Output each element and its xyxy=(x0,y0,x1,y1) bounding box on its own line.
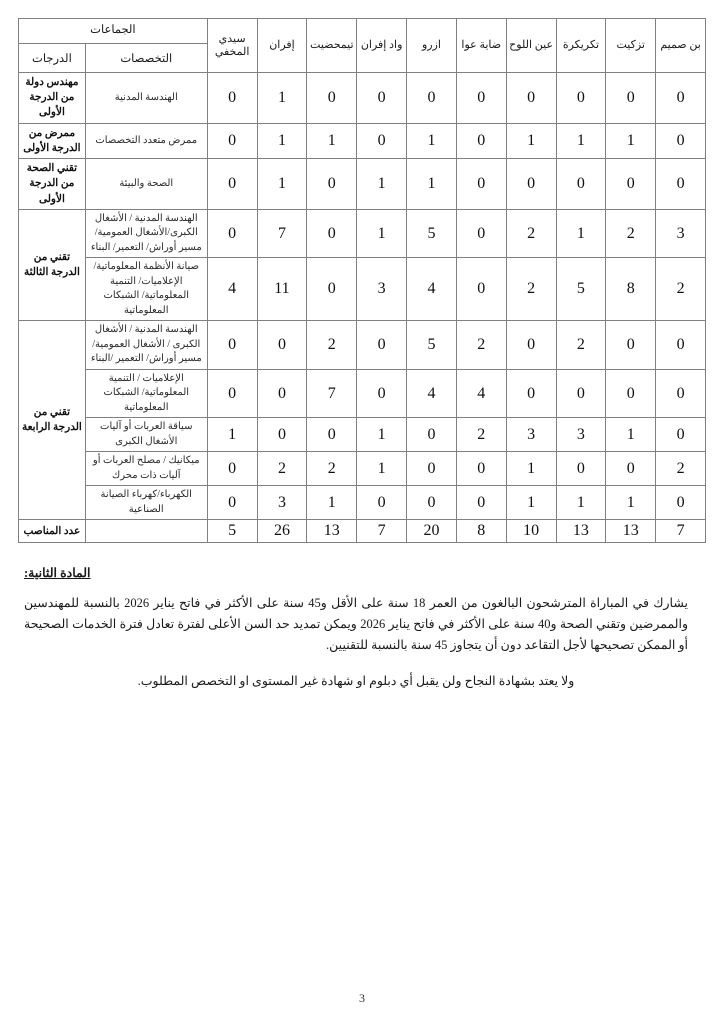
cell-count: 1 xyxy=(556,123,606,158)
cell-count: 0 xyxy=(556,452,606,486)
cell-count: 1 xyxy=(556,209,606,258)
cell-total: 7 xyxy=(656,520,706,543)
cell-count: 1 xyxy=(407,159,457,210)
cell-count: 3 xyxy=(556,418,606,452)
table-header xyxy=(19,19,706,73)
cell-count: 3 xyxy=(357,258,407,321)
cell-count: 1 xyxy=(556,486,606,520)
column-header-commune-0: بن صميم xyxy=(656,19,706,73)
cell-count: 7 xyxy=(307,369,357,418)
cell-total-label: عدد المناصب xyxy=(19,520,86,543)
cell-total: 8 xyxy=(456,520,506,543)
column-header-commune-1: تزكيت xyxy=(606,19,656,73)
cell-count: 0 xyxy=(357,321,407,370)
cell-count: 0 xyxy=(307,159,357,210)
cell-count: 0 xyxy=(656,321,706,370)
cell-count: 0 xyxy=(257,321,307,370)
cell-count: 1 xyxy=(207,418,257,452)
cell-count: 4 xyxy=(207,258,257,321)
column-header-commune-9: سيدي المخفي xyxy=(207,19,257,73)
cell-count: 0 xyxy=(207,369,257,418)
cell-count: 0 xyxy=(556,369,606,418)
cell-count: 0 xyxy=(357,123,407,158)
cell-count: 0 xyxy=(357,369,407,418)
cell-count: 0 xyxy=(257,369,307,418)
cell-count: 0 xyxy=(506,321,556,370)
cell-count: 4 xyxy=(407,258,457,321)
cell-count: 0 xyxy=(407,73,457,124)
cell-count: 2 xyxy=(506,209,556,258)
cell-count: 0 xyxy=(506,159,556,210)
cell-count: 2 xyxy=(656,452,706,486)
cell-count: 2 xyxy=(656,258,706,321)
page-number: 3 xyxy=(359,991,365,1005)
cell-count: 0 xyxy=(656,159,706,210)
cell-total: 26 xyxy=(257,520,307,543)
cell-count: 0 xyxy=(506,73,556,124)
cell-count: 0 xyxy=(307,258,357,321)
cell-count: 0 xyxy=(407,452,457,486)
cell-degree: ممرض من الدرجة الأولى xyxy=(19,123,86,158)
table-row xyxy=(19,486,706,520)
cell-count: 1 xyxy=(606,123,656,158)
cell-degree: تقني من الدرجة الرابعة xyxy=(19,321,86,520)
cell-specialization: الكهرباء/كهرباء الصيانة الصناعية xyxy=(85,486,207,520)
table-row xyxy=(19,159,706,210)
cell-count: 0 xyxy=(606,73,656,124)
cell-count: 0 xyxy=(656,73,706,124)
cell-count: 0 xyxy=(407,486,457,520)
cell-count: 3 xyxy=(506,418,556,452)
table-row xyxy=(19,369,706,418)
cell-total: 10 xyxy=(506,520,556,543)
cell-count: 0 xyxy=(307,209,357,258)
cell-count: 0 xyxy=(207,452,257,486)
column-header-commune-8: إفران xyxy=(257,19,307,73)
column-header-commune-6: واد إفران xyxy=(357,19,407,73)
column-header-commune-5: ازرو xyxy=(407,19,457,73)
cell-count: 2 xyxy=(456,418,506,452)
cell-specialization: الصحة والبيئة xyxy=(85,159,207,210)
cell-specialization: سياقة العربات أو آليات الأشغال الكبرى xyxy=(85,418,207,452)
cell-count: 1 xyxy=(407,123,457,158)
cell-count: 0 xyxy=(207,209,257,258)
cell-count: 0 xyxy=(606,321,656,370)
cell-count: 0 xyxy=(357,486,407,520)
table-row xyxy=(19,123,706,158)
cell-total: 13 xyxy=(556,520,606,543)
cell-specialization: الإعلاميات / التنمية المعلوماتية/ الشبكات المعلوماتية xyxy=(85,369,207,418)
cell-count: 0 xyxy=(456,159,506,210)
positions-table xyxy=(18,18,706,543)
cell-count: 1 xyxy=(506,452,556,486)
cell-count: 3 xyxy=(656,209,706,258)
cell-count: 0 xyxy=(606,159,656,210)
table-row xyxy=(19,321,706,370)
cell-specialization: الهندسة المدنية / الأشغال الكبرى/الأشغال العمومية/ مسير أوراش/ التعمير/ البناء xyxy=(85,209,207,258)
cell-count: 0 xyxy=(207,73,257,124)
cell-count: 2 xyxy=(307,321,357,370)
cell-count: 0 xyxy=(207,159,257,210)
table-row xyxy=(19,418,706,452)
cell-count: 1 xyxy=(506,486,556,520)
article-paragraph-2: ولا يعتد بشهادة النجاح ولن يقبل أي دبلوم او شهادة غير المستوى او التخصص المطلوب. xyxy=(137,674,575,689)
cell-total: 5 xyxy=(207,520,257,543)
cell-count: 0 xyxy=(207,321,257,370)
cell-count: 1 xyxy=(606,486,656,520)
cell-count: 0 xyxy=(456,486,506,520)
cell-total-specialization xyxy=(85,520,207,543)
cell-count: 1 xyxy=(606,418,656,452)
cell-count: 0 xyxy=(456,209,506,258)
cell-count: 1 xyxy=(307,123,357,158)
cell-count: 2 xyxy=(257,452,307,486)
table-row xyxy=(19,258,706,321)
cell-count: 7 xyxy=(257,209,307,258)
cell-count: 11 xyxy=(257,258,307,321)
cell-count: 5 xyxy=(407,209,457,258)
cell-count: 2 xyxy=(556,321,606,370)
cell-count: 8 xyxy=(606,258,656,321)
column-header-commune-4: ضاية عوا xyxy=(456,19,506,73)
article-paragraph-1: يشارك في المباراة المترشحون البالغون من العمر 18 سنة على الأقل و45 سنة على الأكثر في فاتح يناير 2026 بالنسبة للمهندسين والممرضين وتقني الصحة و40 سنة على الأكثر في فاتح يناير 2026 ويمكن تمديد حد السن الأعلى لفترة تعادل فترة الخدمات الصحيحة أو الممكن تصحيحها لأجل التقاعد دون أن يتجاوز 45 سنة بالنسبة للتقنيين. xyxy=(24,596,688,652)
cell-count: 1 xyxy=(257,73,307,124)
cell-count: 3 xyxy=(257,486,307,520)
column-header-group: الجماعات xyxy=(19,19,208,44)
cell-count: 0 xyxy=(556,159,606,210)
table-row xyxy=(19,209,706,258)
column-header-commune-3: عين اللوح xyxy=(506,19,556,73)
table-total-row xyxy=(19,520,706,543)
cell-count: 1 xyxy=(357,209,407,258)
cell-specialization: الهندسة المدنية / الأشغال الكبرى / الأشغال العمومية/ مسير أوراش/ التعمير /البناء xyxy=(85,321,207,370)
cell-count: 0 xyxy=(656,369,706,418)
cell-specialization: ميكانيك / مصلح العربات أو آليات ذات محرك xyxy=(85,452,207,486)
cell-count: 1 xyxy=(357,418,407,452)
table-header-row-group xyxy=(19,19,706,44)
cell-count: 1 xyxy=(506,123,556,158)
column-header-degrees: الدرجات xyxy=(19,44,86,73)
cell-count: 0 xyxy=(357,73,407,124)
cell-count: 0 xyxy=(407,418,457,452)
cell-count: 0 xyxy=(207,123,257,158)
cell-count: 0 xyxy=(456,258,506,321)
article-section xyxy=(24,565,688,706)
cell-count: 4 xyxy=(407,369,457,418)
cell-count: 2 xyxy=(456,321,506,370)
cell-count: 0 xyxy=(656,486,706,520)
cell-count: 0 xyxy=(207,486,257,520)
cell-count: 0 xyxy=(506,369,556,418)
cell-count: 1 xyxy=(357,159,407,210)
cell-total: 7 xyxy=(357,520,407,543)
cell-count: 0 xyxy=(307,73,357,124)
cell-count: 1 xyxy=(257,159,307,210)
cell-degree: مهندس دولة من الدرجة الأولى xyxy=(19,73,86,124)
column-header-specializations: التخصصات xyxy=(85,44,207,73)
cell-count: 0 xyxy=(606,452,656,486)
cell-count: 0 xyxy=(307,418,357,452)
cell-total: 20 xyxy=(407,520,457,543)
table-row xyxy=(19,452,706,486)
article-title: المادة الثانية: xyxy=(24,566,91,581)
cell-count: 0 xyxy=(656,123,706,158)
cell-count: 2 xyxy=(506,258,556,321)
cell-degree: تقني من الدرجة الثالثة xyxy=(19,209,86,321)
cell-specialization: ممرض متعدد التخصصات xyxy=(85,123,207,158)
table-row xyxy=(19,73,706,124)
column-header-commune-2: تكريكرة xyxy=(556,19,606,73)
cell-count: 1 xyxy=(357,452,407,486)
cell-total: 13 xyxy=(307,520,357,543)
cell-count: 5 xyxy=(407,321,457,370)
cell-count: 1 xyxy=(257,123,307,158)
cell-count: 0 xyxy=(456,123,506,158)
cell-degree: تقني الصحة من الدرجة الأولى xyxy=(19,159,86,210)
cell-count: 1 xyxy=(307,486,357,520)
column-header-commune-7: تيمحضيت xyxy=(307,19,357,73)
cell-count: 0 xyxy=(456,73,506,124)
cell-count: 4 xyxy=(456,369,506,418)
cell-count: 0 xyxy=(456,452,506,486)
cell-count: 2 xyxy=(307,452,357,486)
cell-total: 13 xyxy=(606,520,656,543)
table-body xyxy=(19,73,706,543)
cell-specialization: الهندسة المدنية xyxy=(85,73,207,124)
cell-count: 0 xyxy=(606,369,656,418)
cell-count: 0 xyxy=(656,418,706,452)
cell-count: 0 xyxy=(556,73,606,124)
cell-count: 0 xyxy=(257,418,307,452)
cell-count: 2 xyxy=(606,209,656,258)
cell-specialization: صيانة الأنظمة المعلوماتية/ الإعلاميات/ التنمية المعلوماتية/ الشبكات المعلوماتية xyxy=(85,258,207,321)
cell-count: 5 xyxy=(556,258,606,321)
